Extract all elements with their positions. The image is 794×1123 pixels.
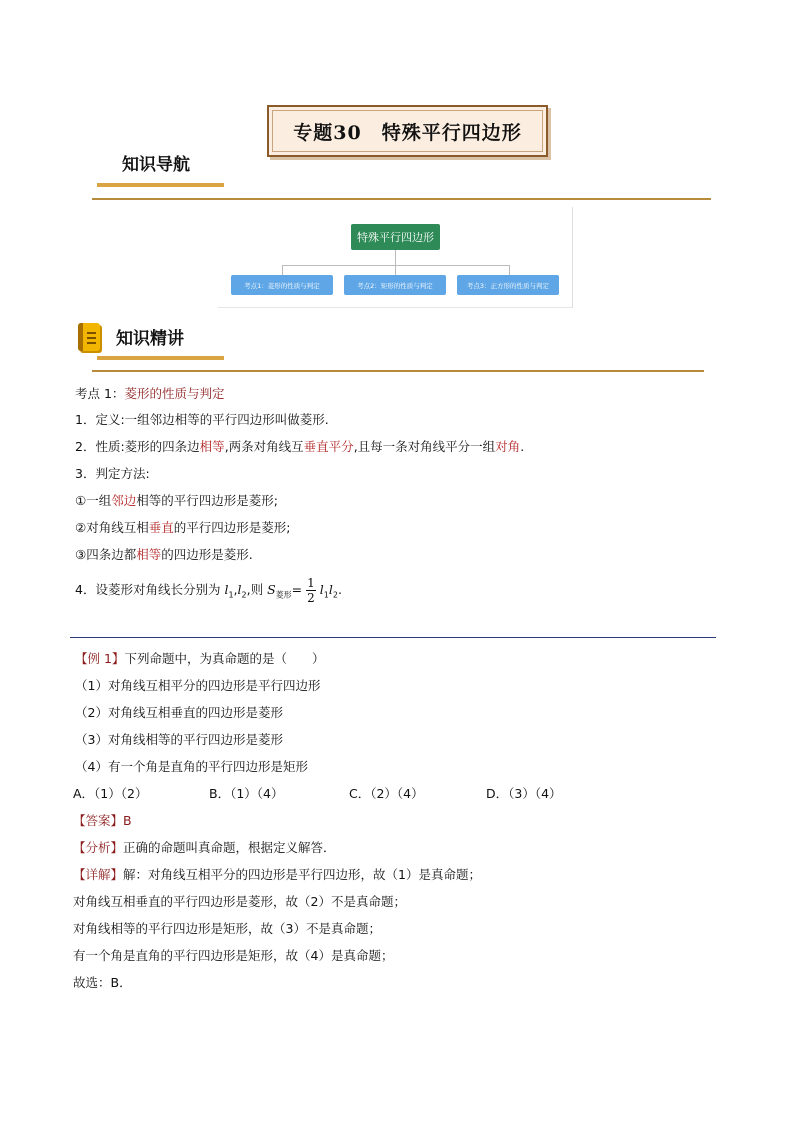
- option-b: B．（1）（4）: [209, 786, 284, 801]
- answer: 【答案】B: [73, 813, 132, 828]
- kp-judge-1: ①一组邻边相等的平行四边形是菱形;: [75, 493, 278, 508]
- kp-judge-3: ③四条边都相等的四边形是菱形.: [75, 547, 253, 562]
- example-item: （3）对角线相等的平行四边形是菱形: [75, 732, 283, 747]
- kp-judge-2: ②对角线互相垂直的平行四边形是菱形;: [75, 520, 291, 535]
- connector: [282, 265, 283, 275]
- connector: [395, 250, 396, 265]
- analysis: 【分析】正确的命题叫真命题，根据定义解答．: [73, 840, 336, 855]
- kp-area-formula: 4．设菱形对角线长分别为 $l_1,l_2$,则 $S_{菱形}=$ $\frac{1}{2}$ $l_1l_2$.: [75, 576, 342, 605]
- divider: [92, 198, 711, 200]
- mindmap-root: 特殊平行四边形: [351, 224, 440, 250]
- notebook-icon: [78, 323, 100, 351]
- example-item: （1）对角线互相平分的四边形是平行四边形: [75, 678, 321, 693]
- example-question: 【例 1】下列命题中，为真命题的是（ ）: [75, 651, 325, 666]
- title-box: [267, 105, 548, 157]
- kp-definition: 1．定义:一组邻边相等的平行四边形叫做菱形.: [75, 412, 329, 427]
- detail-line: 对角线相等的平行四边形是矩形，故（3）不是真命题；: [73, 921, 381, 936]
- detail-line: 有一个角是直角的平行四边形是矩形，故（4）是真命题；: [73, 948, 394, 963]
- connector: [509, 265, 510, 275]
- connector: [282, 265, 510, 266]
- kp-heading: 考点 1：菱形的性质与判定: [75, 386, 225, 401]
- page-title: 专题30 特殊平行四边形: [272, 110, 543, 152]
- detail-line: 对角线互相垂直的平行四边形是菱形，故（2）不是真命题；: [73, 894, 406, 909]
- example-item: （4）有一个角是直角的平行四边形是矩形: [75, 759, 308, 774]
- fraction-half: $\frac{1}{2}$: [307, 576, 315, 605]
- section-underline: [97, 356, 224, 360]
- detail-line: 【详解】解：对角线互相平分的四边形是平行四边形，故（1）是真命题；: [73, 867, 481, 882]
- kp-judge-title: 3．判定方法:: [75, 466, 150, 481]
- option-a: A．（1）（2）: [73, 786, 148, 801]
- option-c: C．（2）（4）: [349, 786, 424, 801]
- connector: [395, 265, 396, 275]
- mindmap-node-square: 考点3：正方形的性质与判定: [457, 275, 559, 295]
- section-underline: [97, 183, 224, 187]
- mindmap-node-rectangle: 考点2：矩形的性质与判定: [344, 275, 446, 295]
- section-title-navigation: 知识导航: [122, 155, 190, 175]
- section-title-knowledge: 知识精讲: [116, 329, 184, 349]
- final-choice: 故选：B．: [73, 975, 132, 990]
- mindmap-node-rhombus: 考点1：菱形的性质与判定: [231, 275, 333, 295]
- mindmap: [218, 207, 573, 308]
- divider: [92, 370, 704, 372]
- example-item: （2）对角线互相垂直的四边形是菱形: [75, 705, 283, 720]
- option-d: D．（3）（4）: [486, 786, 562, 801]
- example-divider: [70, 637, 716, 638]
- kp-property: 2．性质:菱形的四条边相等,两条对角线互垂直平分,且每一条对角线平分一组对角.: [75, 439, 525, 454]
